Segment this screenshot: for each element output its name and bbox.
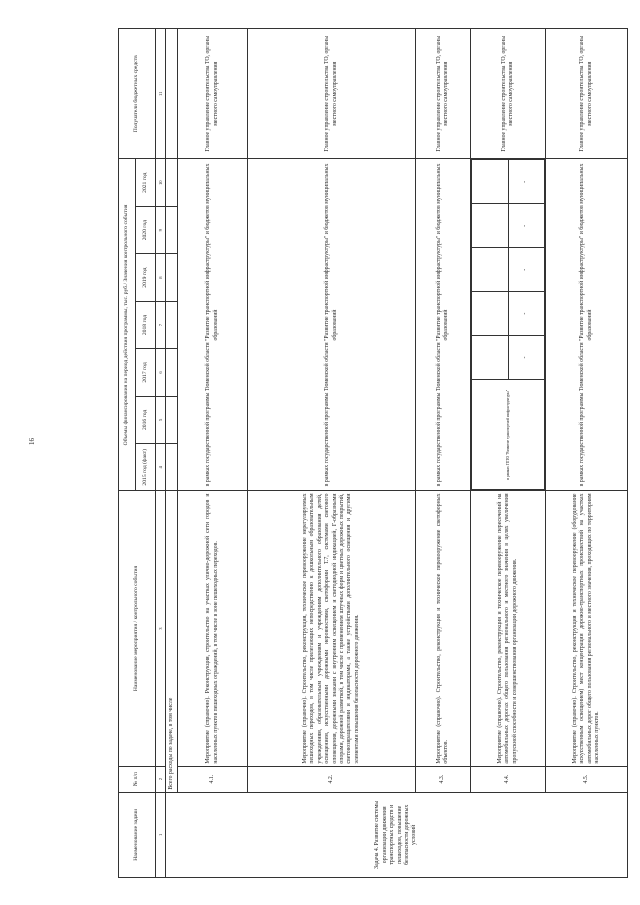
table-row xyxy=(546,29,628,878)
column-numbers-row xyxy=(156,29,166,878)
event-description: Мероприятие (справочно). Строительство, реконструкция и техническое перевооружение светофорных объектов. xyxy=(416,491,471,766)
header-event-name: Наименование мероприятия / контрольного события xyxy=(119,491,156,766)
funding-note: в рамках государственной программы Тюменской области "Развитие транспортной инфраструктуры" и бюджетов муниципальных образований xyxy=(248,159,416,491)
rotated-document xyxy=(118,28,628,878)
table-row xyxy=(178,29,248,878)
event-description: Мероприятие (справочно). Реконструкция, строительство на участках улично-дорожной сети городов и населенных пунктов пешеходных ограждений, в том числе в зоне пешеходных переходов. xyxy=(178,491,248,766)
recipient: Главное управление строительства ТО, органы местного самоуправления xyxy=(416,29,471,159)
funding-dash: - xyxy=(508,292,545,336)
funding-dash: - xyxy=(508,248,545,292)
funding-partial-note: в рамках ГПТО "Развитие транспортной инфраструктуры" xyxy=(472,379,545,490)
row-num: 4.5. xyxy=(546,766,628,792)
table-row xyxy=(248,29,416,878)
header-task-name: Наименование задачи xyxy=(119,792,156,877)
col-number: 7 xyxy=(156,301,166,348)
col-number: 1 xyxy=(156,792,166,877)
total-label: Всего расходы по задаче, в том числе xyxy=(166,491,178,792)
col-number: 2 xyxy=(156,766,166,792)
recipient: Главное управление строительства ТО, органы местного самоуправления xyxy=(178,29,248,159)
event-description: Мероприятие (справочно). Строительство, реконструкция и техническое перевооружение пересечений на автомобильных дорогах общего пользования регионального и местного значения в целях увеличения пропускной способности и совершенствования организации дорожного движения. xyxy=(471,491,546,766)
funding-note: в рамках государственной программы Тюменской области "Развитие транспортной инфраструктуры" и бюджетов муниципальных образований xyxy=(546,159,628,491)
program-table xyxy=(118,28,628,878)
page-number: 16 xyxy=(28,438,36,445)
col-number: 6 xyxy=(156,349,166,396)
col-number: 5 xyxy=(156,396,166,443)
funding-dash: - xyxy=(508,160,545,204)
col-number: 8 xyxy=(156,254,166,301)
funding-split-cell xyxy=(471,159,546,491)
funding-subtable xyxy=(471,159,545,490)
header-year-2020: 2020 год xyxy=(136,206,156,253)
event-description: Мероприятие (справочно). Строительство, реконструкция, техническое перевооружение нерегулируемых пешеходных переходов, в том числе прилегающих непосредственно к дошкольным образовательным учреждениям, образовательным учреждениям и учреждениям дополнительного образования детей, освещением, искусственными дорожными неровностями, светофорами Т.7, системами светового оповещения, дорожными знаками с внутренним освещением и светодиодной индикацией, Г-образными опорами, дорожной разметкой, в том числе с применением штучных форм и цветных дорожных покрытий, световозвращателями и индикаторами, а также устройствами дополнительного освещения и другими элементами повышения безопасности дорожного движения. xyxy=(248,491,416,766)
event-description: Мероприятие (справочно). Строительство, реконструкция и техническое перевооружение (оборудование искусственным освещением) мест концентрации дорожно-транспортных происшествий на участках автомобильных дорог общего пользования регионального и местного значения, проходящих по территориям населенных пунктов. xyxy=(546,491,628,766)
header-year-2016: 2016 год xyxy=(136,396,156,443)
row-num: 4.1. xyxy=(178,766,248,792)
row-num: 4.4. xyxy=(471,766,546,792)
header-year-2019: 2019 год xyxy=(136,254,156,301)
task-label: Задача 4. Развитие системы организации движения транспортных средств и пешеходов, повышение безопасности дорожных условий xyxy=(166,792,628,877)
funding-note: в рамках государственной программы Тюменской области "Развитие транспортной инфраструктуры" и бюджетов муниципальных образований xyxy=(416,159,471,491)
col-number: 3 xyxy=(156,491,166,766)
funding-note: в рамках государственной программы Тюменской области "Развитие транспортной инфраструктуры" и бюджетов муниципальных образований xyxy=(178,159,248,491)
col-number: 4 xyxy=(156,444,166,491)
col-number: 11 xyxy=(156,29,166,159)
row-num: 4.3. xyxy=(416,766,471,792)
header-year-2015: 2015 год (факт) xyxy=(136,444,156,491)
header-year-2021: 2021 год xyxy=(136,159,156,207)
table-row xyxy=(416,29,471,878)
funding-dash: - xyxy=(508,336,545,380)
header-num: № п/п xyxy=(119,766,156,792)
header-funding: Объемы финансирования на период действия программы, тыс. руб./ Значения контрольного события xyxy=(119,159,136,491)
col-number: 9 xyxy=(156,206,166,253)
header-recipients: Получатели бюджетных средств xyxy=(119,29,156,159)
header-year-2017: 2017 год xyxy=(136,349,156,396)
total-row xyxy=(166,29,178,878)
recipient: Главное управление строительства ТО, органы местного самоуправления xyxy=(471,29,546,159)
header-row xyxy=(119,29,136,878)
header-year-2018: 2018 год xyxy=(136,301,156,348)
recipient: Главное управление строительства ТО, органы местного самоуправления xyxy=(546,29,628,159)
table-row xyxy=(471,29,546,878)
row-num: 4.2. xyxy=(248,766,416,792)
recipient: Главное управление строительства ТО, органы местного самоуправления xyxy=(248,29,416,159)
col-number: 10 xyxy=(156,159,166,207)
funding-dash: - xyxy=(508,204,545,248)
